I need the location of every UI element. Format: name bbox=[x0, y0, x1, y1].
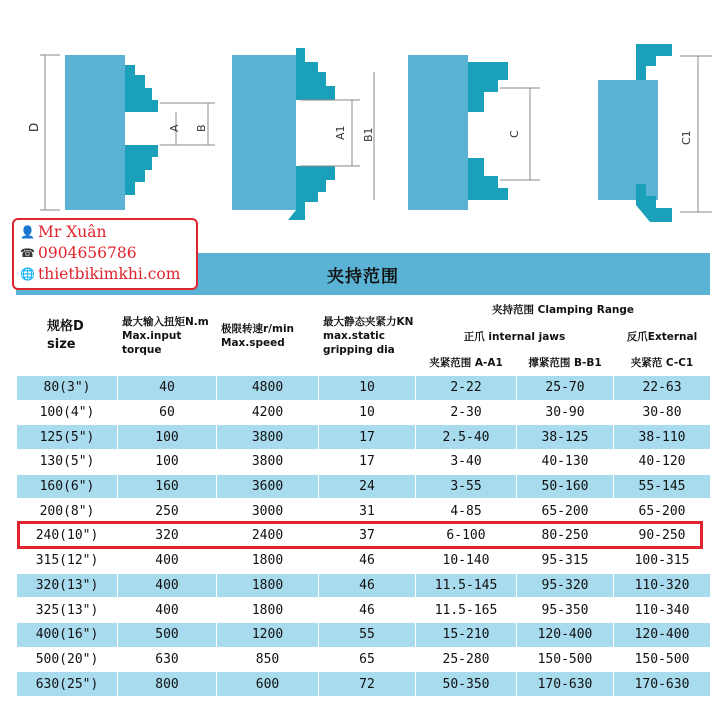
cell-speed: 3800 bbox=[217, 450, 319, 475]
header-torque-cn: 最大输入扭矩N.m bbox=[122, 315, 209, 328]
cell-range-c-c1: 55-145 bbox=[614, 474, 711, 499]
cell-size: 200(8") bbox=[17, 499, 118, 524]
cell-size: 630(25") bbox=[17, 672, 118, 697]
cell-range-c-c1: 110-320 bbox=[614, 573, 711, 598]
cell-torque: 400 bbox=[118, 548, 217, 573]
cell-range-b-b1: 50-160 bbox=[517, 474, 614, 499]
cell-speed: 850 bbox=[217, 647, 319, 672]
cell-force: 46 bbox=[319, 573, 416, 598]
chuck-body bbox=[232, 55, 296, 210]
cell-size: 100(4") bbox=[17, 400, 118, 425]
chuck-body bbox=[408, 55, 468, 210]
cell-speed: 3000 bbox=[217, 499, 319, 524]
table-row bbox=[17, 450, 711, 475]
cell-torque: 500 bbox=[118, 622, 217, 647]
cell-range-c-c1: 30-80 bbox=[614, 400, 711, 425]
jaw-upper bbox=[296, 48, 335, 100]
header-torque-en: Max.input torque bbox=[122, 329, 182, 356]
header-size bbox=[17, 296, 118, 376]
header-force bbox=[319, 296, 416, 376]
cell-force: 72 bbox=[319, 672, 416, 697]
table-row bbox=[17, 548, 711, 573]
header-internal-jaws: 正爪 internal jaws bbox=[416, 324, 614, 350]
cell-range-c-c1: 120-400 bbox=[614, 622, 711, 647]
cell-range-a-a1: 25-280 bbox=[416, 647, 517, 672]
table-row bbox=[17, 573, 711, 598]
cell-range-b-b1: 95-320 bbox=[517, 573, 614, 598]
chuck-body bbox=[65, 55, 125, 210]
cell-range-c-c1: 65-200 bbox=[614, 499, 711, 524]
cell-torque: 400 bbox=[118, 573, 217, 598]
cell-speed: 4800 bbox=[217, 376, 319, 401]
table-row bbox=[17, 647, 711, 672]
header-force-en-2: gripping dia bbox=[323, 343, 395, 356]
label-b: B bbox=[195, 124, 208, 132]
cell-force: 55 bbox=[319, 622, 416, 647]
contact-box bbox=[12, 218, 198, 290]
cell-size: 320(13") bbox=[17, 573, 118, 598]
label-c: C bbox=[508, 130, 521, 138]
cell-range-b-b1: 25-70 bbox=[517, 376, 614, 401]
diagram-internal-jaws-a1-b1 bbox=[232, 48, 375, 220]
jaw-lower bbox=[468, 158, 508, 200]
cell-torque: 400 bbox=[118, 598, 217, 623]
cell-range-a-a1: 3-40 bbox=[416, 450, 517, 475]
cell-range-b-b1: 150-500 bbox=[517, 647, 614, 672]
cell-force: 65 bbox=[319, 647, 416, 672]
table-body bbox=[17, 376, 711, 697]
header-clamping-range: 夹持范围 Clamping Range bbox=[416, 296, 711, 324]
cell-size: 125(5") bbox=[17, 425, 118, 450]
cell-force: 17 bbox=[319, 450, 416, 475]
header-size-cn: 规格D bbox=[47, 318, 84, 334]
cell-speed: 1800 bbox=[217, 548, 319, 573]
cell-size: 240(10") bbox=[17, 524, 118, 549]
globe-icon: 🌐 bbox=[20, 267, 35, 281]
chuck-body bbox=[598, 80, 658, 200]
cell-speed: 1200 bbox=[217, 622, 319, 647]
cell-torque: 40 bbox=[118, 376, 217, 401]
person-icon: 👤 bbox=[20, 225, 35, 239]
cell-range-c-c1: 38-110 bbox=[614, 425, 711, 450]
jaw-upper bbox=[468, 62, 508, 112]
contact-name: Mr Xuân bbox=[38, 223, 107, 241]
contact-website[interactable]: thietbikimkhi.com bbox=[38, 265, 181, 283]
cell-torque: 250 bbox=[118, 499, 217, 524]
diagram-internal-jaws-a-b bbox=[27, 55, 215, 210]
jaw-upper bbox=[125, 65, 158, 112]
table-row bbox=[17, 400, 711, 425]
phone-icon: ☎ bbox=[20, 246, 35, 260]
cell-torque: 800 bbox=[118, 672, 217, 697]
cell-range-c-c1: 90-250 bbox=[614, 524, 711, 549]
cell-speed: 2400 bbox=[217, 524, 319, 549]
cell-torque: 100 bbox=[118, 425, 217, 450]
label-d: D bbox=[27, 122, 41, 132]
cell-range-b-b1: 38-125 bbox=[517, 425, 614, 450]
diagram-external-jaws-c1 bbox=[598, 44, 712, 222]
header-force-cn: 最大静态夹紧力KN bbox=[323, 315, 414, 328]
table-row bbox=[17, 672, 711, 697]
spec-table bbox=[16, 295, 711, 697]
cell-range-b-b1: 95-315 bbox=[517, 548, 614, 573]
jaw-upper bbox=[636, 44, 672, 80]
cell-speed: 4200 bbox=[217, 400, 319, 425]
clamping-range-table bbox=[16, 253, 710, 695]
chuck-diagrams bbox=[0, 0, 720, 240]
contact-phone[interactable]: 0904656786 bbox=[38, 244, 137, 262]
cell-torque: 60 bbox=[118, 400, 217, 425]
cell-range-a-a1: 11.5-165 bbox=[416, 598, 517, 623]
header-c-c1: 夹紧范 C-C1 bbox=[614, 350, 711, 376]
header-size-en: size bbox=[47, 336, 76, 352]
cell-range-c-c1: 100-315 bbox=[614, 548, 711, 573]
cell-torque: 630 bbox=[118, 647, 217, 672]
cell-range-b-b1: 80-250 bbox=[517, 524, 614, 549]
cell-size: 500(20") bbox=[17, 647, 118, 672]
table-row bbox=[17, 598, 711, 623]
contact-name-row bbox=[20, 222, 190, 243]
header-a-a1: 夹紧范围 A-A1 bbox=[416, 350, 517, 376]
cell-range-b-b1: 95-350 bbox=[517, 598, 614, 623]
cell-speed: 1800 bbox=[217, 573, 319, 598]
contact-phone-row[interactable] bbox=[20, 243, 190, 264]
table-row bbox=[17, 474, 711, 499]
header-speed bbox=[217, 296, 319, 376]
contact-website-row[interactable] bbox=[20, 264, 190, 285]
cell-size: 80(3") bbox=[17, 376, 118, 401]
cell-range-a-a1: 3-55 bbox=[416, 474, 517, 499]
cell-range-c-c1: 40-120 bbox=[614, 450, 711, 475]
cell-force: 10 bbox=[319, 400, 416, 425]
cell-range-c-c1: 170-630 bbox=[614, 672, 711, 697]
cell-force: 46 bbox=[319, 598, 416, 623]
jaw-lower bbox=[125, 145, 158, 195]
cell-range-a-a1: 2-30 bbox=[416, 400, 517, 425]
table-row bbox=[17, 376, 711, 401]
label-c1: C1 bbox=[680, 130, 693, 145]
label-a: A bbox=[168, 124, 181, 132]
cell-force: 24 bbox=[319, 474, 416, 499]
header-force-en-1: max.static bbox=[323, 329, 385, 342]
cell-torque: 100 bbox=[118, 450, 217, 475]
cell-range-b-b1: 170-630 bbox=[517, 672, 614, 697]
table-title: 夹持范围 bbox=[327, 266, 399, 287]
cell-speed: 1800 bbox=[217, 598, 319, 623]
cell-force: 46 bbox=[319, 548, 416, 573]
cell-range-b-b1: 120-400 bbox=[517, 622, 614, 647]
cell-range-a-a1: 11.5-145 bbox=[416, 573, 517, 598]
header-torque bbox=[118, 296, 217, 376]
header-b-b1: 撑紧范围 B-B1 bbox=[517, 350, 614, 376]
cell-torque: 320 bbox=[118, 524, 217, 549]
cell-range-a-a1: 2.5-40 bbox=[416, 425, 517, 450]
cell-range-a-a1: 50-350 bbox=[416, 672, 517, 697]
cell-size: 130(5") bbox=[17, 450, 118, 475]
cell-range-a-a1: 2-22 bbox=[416, 376, 517, 401]
cell-range-c-c1: 150-500 bbox=[614, 647, 711, 672]
table-row bbox=[17, 425, 711, 450]
cell-speed: 3600 bbox=[217, 474, 319, 499]
cell-range-a-a1: 15-210 bbox=[416, 622, 517, 647]
cell-torque: 160 bbox=[118, 474, 217, 499]
cell-force: 17 bbox=[319, 425, 416, 450]
cell-range-a-a1: 4-85 bbox=[416, 499, 517, 524]
cell-size: 315(12") bbox=[17, 548, 118, 573]
table-row bbox=[17, 499, 711, 524]
cell-range-c-c1: 22-63 bbox=[614, 376, 711, 401]
table-row bbox=[17, 524, 711, 549]
header-speed-en: Max.speed bbox=[221, 336, 285, 349]
cell-size: 400(16") bbox=[17, 622, 118, 647]
table-row bbox=[17, 622, 711, 647]
header-external-jaws: 反爪External bbox=[614, 324, 711, 350]
cell-range-a-a1: 10-140 bbox=[416, 548, 517, 573]
cell-size: 325(13") bbox=[17, 598, 118, 623]
cell-range-c-c1: 110-340 bbox=[614, 598, 711, 623]
cell-size: 160(6") bbox=[17, 474, 118, 499]
cell-range-b-b1: 30-90 bbox=[517, 400, 614, 425]
cell-force: 37 bbox=[319, 524, 416, 549]
cell-speed: 3800 bbox=[217, 425, 319, 450]
cell-force: 31 bbox=[319, 499, 416, 524]
cell-force: 10 bbox=[319, 376, 416, 401]
cell-range-a-a1: 6-100 bbox=[416, 524, 517, 549]
cell-range-b-b1: 65-200 bbox=[517, 499, 614, 524]
diagram-external-jaws-c bbox=[408, 55, 540, 210]
label-b1: B1 bbox=[362, 127, 375, 142]
label-a1: A1 bbox=[334, 125, 347, 140]
cell-speed: 600 bbox=[217, 672, 319, 697]
header-speed-cn: 极限转速r/min bbox=[221, 322, 295, 335]
cell-range-b-b1: 40-130 bbox=[517, 450, 614, 475]
jaw-diagrams-svg bbox=[0, 0, 720, 240]
